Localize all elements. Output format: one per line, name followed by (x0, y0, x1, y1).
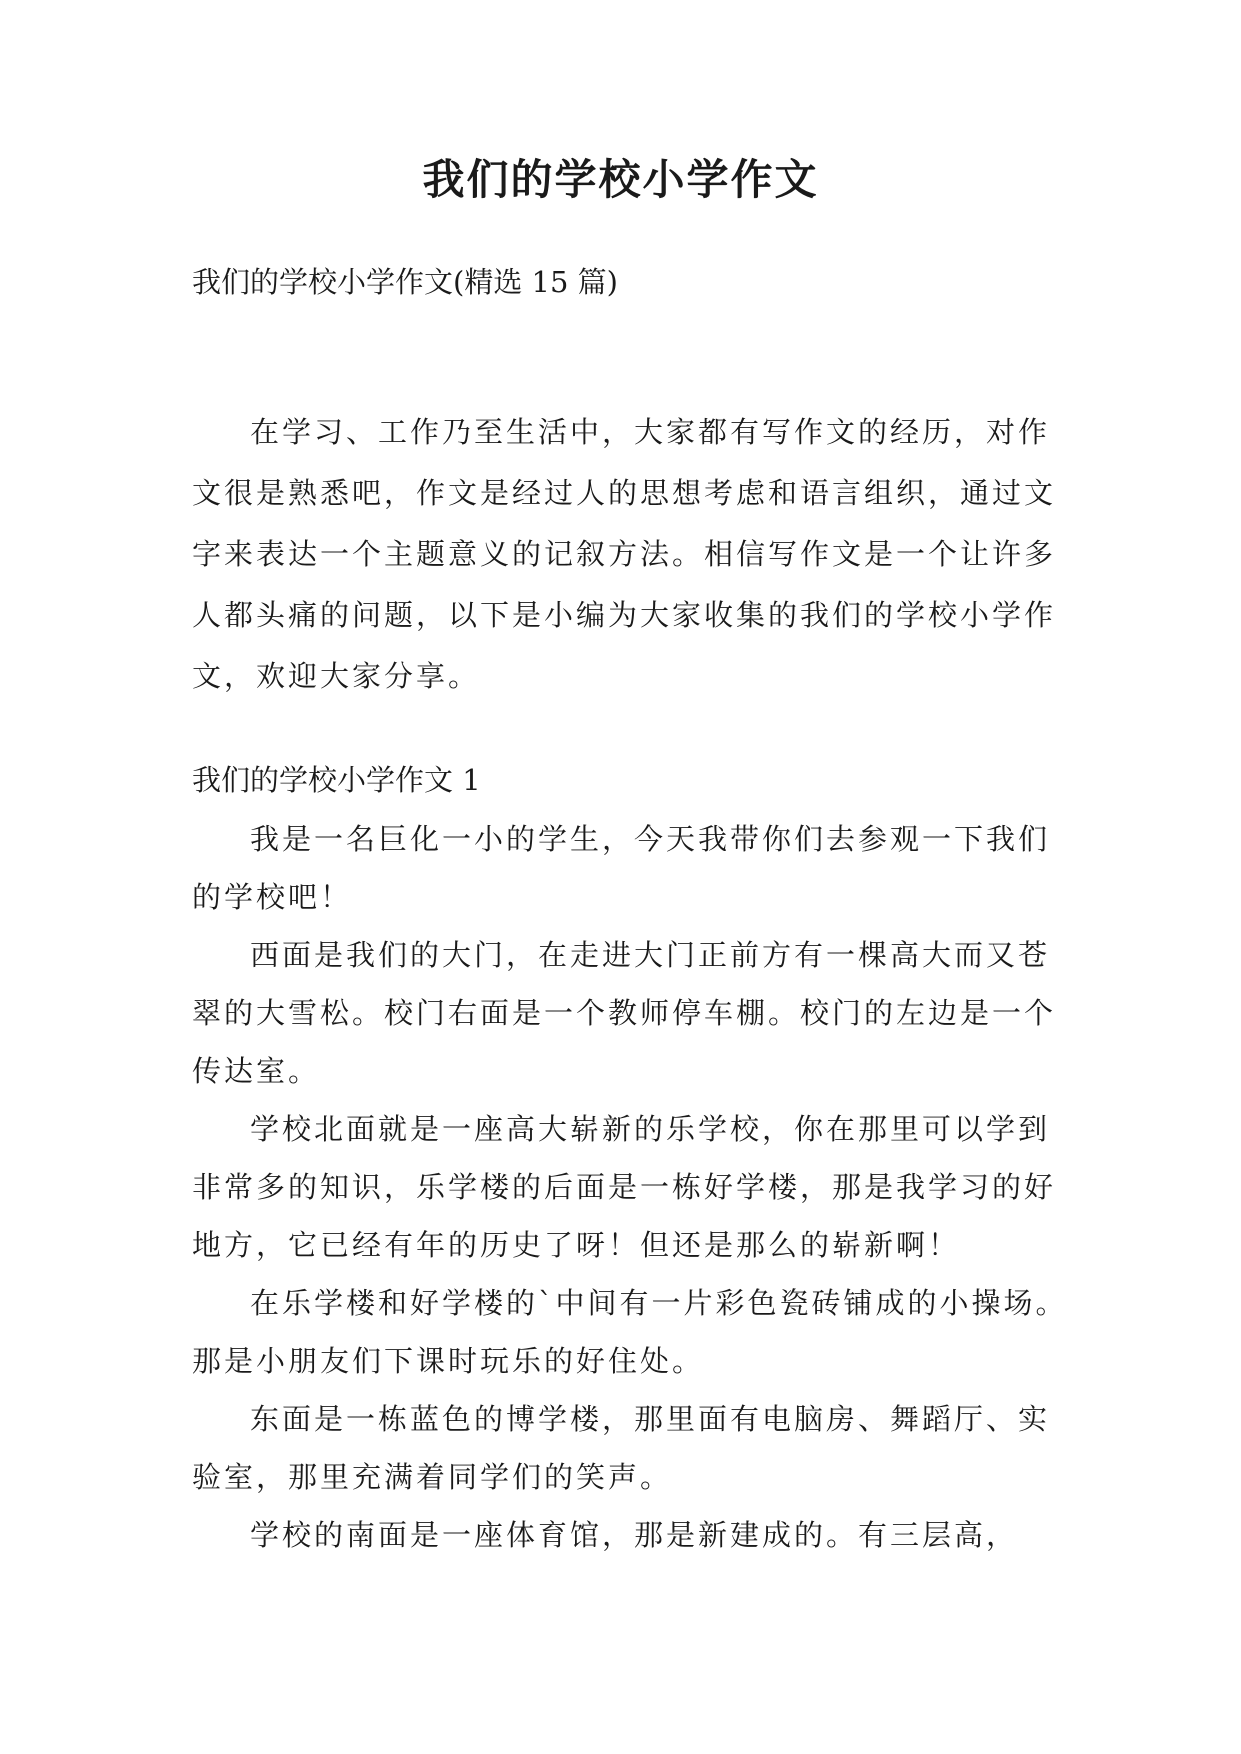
document-subtitle: 我们的学校小学作文(精选 15 篇) (192, 265, 618, 299)
essay-paragraph: 东面是一栋蓝色的博学楼，那里面有电脑房、舞蹈厅、实验室，那里充满着同学们的笑声。 (192, 1402, 1051, 1494)
essay-paragraph: 在乐学楼和好学楼的`中间有一片彩色瓷砖铺成的小操场。那是小朋友们下课时玩乐的好住处。 (192, 1286, 1068, 1378)
intro-paragraph: 在学习、工作乃至生活中，大家都有写作文的经历，对作文很是熟悉吧，作文是经过人的思想考虑和语言组织，通过文字来表达一个主题意义的记叙方法。相信写作文是一个让许多人都头痛的问题，以下是小编为大家收集的我们的学校小学作文，欢迎大家分享。 (192, 415, 1057, 693)
essay-paragraph: 西面是我们的大门，在走进大门正前方有一棵高大而又苍翠的大雪松。校门右面是一个教师停车棚。校门的左边是一个传达室。 (192, 938, 1057, 1088)
essay-paragraph: 我是一名巨化一小的学生，今天我带你们去参观一下我们的学校吧！ (192, 822, 1051, 914)
essay-heading: 我们的学校小学作文 1 (192, 763, 481, 797)
essay-paragraph: 学校的南面是一座体育馆，那是新建成的。有三层高， (250, 1518, 1019, 1552)
essay-text (192, 810, 1072, 1564)
essay-paragraph: 学校北面就是一座高大崭新的乐学校，你在那里可以学到非常多的知识，乐学楼的后面是一栋好学楼，那是我学习的好地方，它已经有年的历史了呀！但还是那么的崭新啊！ (192, 1112, 1057, 1262)
document-title: 我们的学校小学作文 (422, 155, 819, 204)
